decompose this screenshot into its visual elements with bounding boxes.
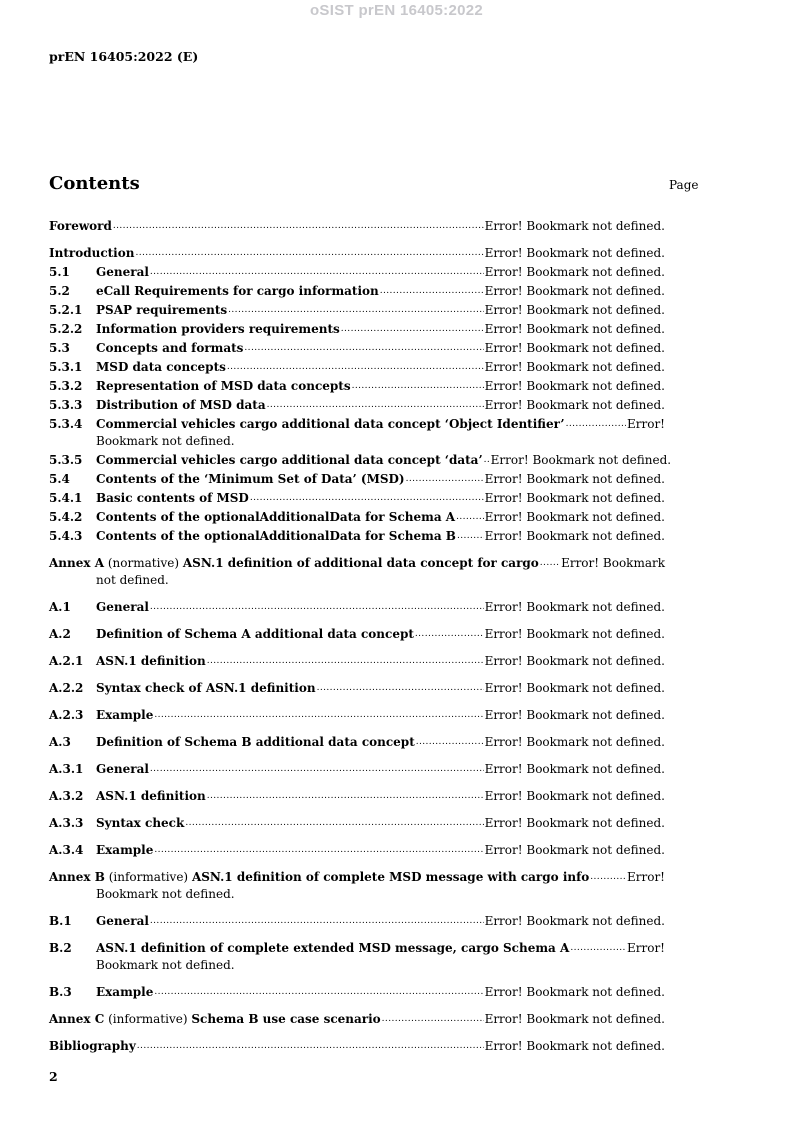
toc-entry-title [49,1038,136,1055]
toc-entry[interactable] [49,840,665,859]
dot-leader [150,597,484,616]
toc-entry[interactable] [49,376,665,395]
dot-leader [416,732,484,751]
toc-entry[interactable] [49,338,665,357]
dot-leader [267,395,484,414]
toc-entry-title-text: MSD data concepts [96,360,226,374]
toc-entry-number: A.3 [49,735,71,749]
toc-entry-line [49,507,665,526]
toc-entry-page-ref: Error! Bookmark not defined. [484,789,665,803]
toc-entry-line [49,651,665,670]
page-number: 2 [49,1069,58,1084]
toc-entry-line [49,911,665,930]
toc-entry-title [96,707,153,724]
toc-entry-title [96,626,414,643]
toc-entry[interactable] [49,357,665,376]
toc-entry-page-ref: Error! Bookmark not defined. [484,1012,665,1026]
toc-entry-page-ref: Error! Bookmark not defined. [484,303,665,317]
toc-entry-page-ref-continued: not defined. [96,573,169,587]
toc-entry[interactable] [49,488,665,507]
toc-entry-title [96,302,227,319]
toc-entry-line [49,281,665,300]
toc-entry-page-ref: Error! Bookmark not defined. [484,914,665,928]
dot-leader [244,338,483,357]
toc-entry-title [49,218,112,235]
toc-entry-title [49,555,539,572]
dot-leader [380,281,484,300]
annex-type: (informative) [108,1012,188,1026]
toc-entry-number: A.1 [49,600,71,614]
dot-leader [456,507,483,526]
toc-entry[interactable] [49,395,665,414]
toc-entry-page-ref: Error! Bookmark not defined. [484,491,665,505]
toc-entry-number: B.2 [49,941,72,955]
toc-entry-title-text: ASN.1 definition [96,654,206,668]
toc-entry-title-text: Information providers requirements [96,322,340,336]
toc-entry-title [49,245,134,262]
toc-entry-number: 5.2.1 [49,303,83,317]
toc-entry-title-text: Contents of the optionalAdditionalData for Schema A [96,510,456,524]
toc-entry-page-ref: Error! Bookmark not defined. [484,322,665,336]
toc-entry[interactable] [49,319,665,338]
toc-entry-number: A.3.1 [49,762,84,776]
toc-entry-page-ref: Error! Bookmark not defined. [484,510,665,524]
toc-entry-page-ref-continued: Bookmark not defined. [96,958,235,972]
toc-entry-number: A.2.3 [49,708,84,722]
dot-leader [135,243,483,262]
toc-entry-number: A.3.2 [49,789,84,803]
toc-entry-page-ref: Error! Bookmark not defined. [484,985,665,999]
toc-entry-line [49,1009,665,1028]
toc-entry-title-text: General [96,600,149,614]
toc-entry[interactable] [49,678,665,697]
toc-entry-page-ref: Error! Bookmark [561,556,665,570]
toc-entry-line [49,786,665,805]
toc-entry[interactable] [49,526,665,545]
toc-entry-title [96,397,266,414]
toc-entry-line [49,338,665,357]
toc-entry-page-ref: Error! Bookmark not defined. [484,529,665,543]
toc-entry-page-ref: Error! [626,417,665,431]
dot-leader [227,357,484,376]
toc-entry-number: 5.1 [49,265,70,279]
toc-entry-title-text: Contents of the optionalAdditionalData for Schema B [96,529,456,543]
toc-entry-title-text: Definition of Schema A additional data concept [96,627,414,641]
toc-entry-line [49,938,665,957]
toc-entry-title-text: ASN.1 definition [96,789,206,803]
dot-leader [207,786,484,805]
toc-entry-page-ref: Error! Bookmark not defined. [484,472,665,486]
toc-entry-title-text: Example [96,708,154,722]
toc-entry-number: 5.3.3 [49,398,83,412]
toc-entry-line [49,376,665,395]
toc-entry-line [49,243,665,262]
contents-heading: Contents [49,173,140,194]
toc-entry-number: 5.3.2 [49,379,83,393]
toc-entry-title-text: PSAP requirements [96,303,228,317]
toc-entry-title [96,761,149,778]
dot-leader [415,624,484,643]
toc-entry[interactable] [49,982,665,1001]
toc-entry-title-text: Example [96,985,154,999]
toc-entry-title [96,984,153,1001]
toc-entry[interactable] [49,786,665,805]
dot-leader [570,938,626,957]
toc-entry-page-ref-continued: Bookmark not defined. [96,887,235,901]
toc-entry-line [49,813,665,832]
toc-entry-title-text: Bibliography [49,1039,136,1053]
toc-entry-title [96,359,226,376]
toc-entry-page-ref: Error! Bookmark not defined. [484,627,665,641]
toc-entry-page-ref: Error! Bookmark not defined. [484,265,665,279]
toc-entry-title [96,509,455,526]
dot-leader [150,911,484,930]
toc-entry[interactable] [49,911,665,930]
annex-type: (normative) [107,556,180,570]
toc-entry-title [96,321,340,338]
toc-entry-line [49,262,665,281]
toc-entry[interactable] [49,651,665,670]
toc-entry-page-ref-continued: Bookmark not defined. [96,434,235,448]
toc-entry-number: B.3 [49,985,72,999]
toc-entry[interactable] [49,705,665,724]
toc-entry-line [49,732,665,751]
annex-title: ASN.1 definition of complete MSD message with cargo info [191,870,590,884]
toc-entry-title [96,788,206,805]
toc-entry-page-ref: Error! Bookmark not defined. [484,246,665,260]
toc-entry[interactable] [49,553,665,589]
toc-entry-title [96,653,206,670]
toc-entry-line [49,450,672,469]
dot-leader [406,469,484,488]
toc-entry-line [49,1036,665,1055]
toc-entry-line [49,469,665,488]
toc-entry-title-text: Introduction [49,246,135,260]
toc-entry-page-ref: Error! Bookmark not defined. [484,379,665,393]
table-of-contents [49,216,672,1055]
toc-entry-title [96,599,149,616]
toc-entry[interactable] [49,759,665,778]
toc-entry-title [96,416,565,433]
toc-entry[interactable] [49,262,665,281]
toc-entry-line [49,357,665,376]
toc-entry-line [49,624,665,643]
toc-entry[interactable] [49,450,672,469]
toc-entry-title-text: Basic contents of MSD [96,491,249,505]
annex-title: ASN.1 definition of additional data concept for cargo [182,556,539,570]
toc-entry-line [49,840,665,859]
toc-entry[interactable] [49,216,665,235]
toc-entry-page-ref: Error! Bookmark not defined. [484,681,665,695]
toc-entry-title [96,528,456,545]
toc-entry-number: 5.4.3 [49,529,83,543]
toc-entry-number: 5.4 [49,472,70,486]
dot-leader [352,376,484,395]
toc-entry-line [49,216,665,235]
toc-entry-title [96,378,351,395]
toc-entry-title-text: Commercial vehicles cargo additional data concept ‘data’ [96,453,483,467]
dot-leader [185,813,483,832]
dot-leader [317,678,484,697]
toc-entry-page-ref: Error! Bookmark not defined. [484,284,665,298]
toc-entry-number: 5.2.2 [49,322,83,336]
toc-entry-title-text: Representation of MSD data concepts [96,379,351,393]
toc-entry-title-text: Commercial vehicles cargo additional data concept ‘Object Identifier’ [96,417,565,431]
toc-entry-number: A.2 [49,627,71,641]
toc-entry[interactable] [49,469,665,488]
toc-entry-title [96,842,153,859]
dot-leader [590,867,626,886]
toc-entry-title [96,340,243,357]
toc-entry-page-ref: Error! Bookmark not defined. [484,600,665,614]
toc-entry-title-text: General [96,265,149,279]
toc-entry-title-text: Syntax check [96,816,185,830]
toc-entry-page-ref: Error! Bookmark not defined. [484,219,665,233]
toc-entry-title-text: Foreword [49,219,112,233]
watermark: oSIST prEN 16405:2022 [309,2,484,19]
toc-entry-title-text: Example [96,843,154,857]
toc-entry-title [96,680,316,697]
toc-entry[interactable] [49,597,665,616]
toc-entry-page-ref: Error! [626,941,665,955]
annex-label: Annex A [49,556,105,570]
toc-entry-page-ref: Error! Bookmark not defined. [484,735,665,749]
toc-entry-title [49,869,589,886]
toc-entry-title [49,1011,381,1028]
toc-entry-number: 5.3.5 [49,453,83,467]
toc-entry-title [96,913,149,930]
toc-entry-number: A.2.1 [49,654,84,668]
toc-entry[interactable] [49,867,665,903]
dot-leader [154,982,483,1001]
toc-entry-title [96,264,149,281]
toc-entry-line [49,759,665,778]
toc-entry-page-ref: Error! Bookmark not defined. [484,762,665,776]
toc-entry-page-ref: Error! Bookmark not defined. [484,654,665,668]
toc-entry-title-text: Contents of the ‘Minimum Set of Data’ (MSD) [96,472,405,486]
toc-entry-title [96,452,483,469]
toc-entry-title [96,815,184,832]
toc-entry-title-text: Distribution of MSD data [96,398,266,412]
toc-entry-title [96,283,379,300]
toc-entry-page-ref: Error! Bookmark not defined. [484,708,665,722]
toc-entry-line [49,488,665,507]
dot-leader [113,216,484,235]
toc-entry[interactable] [49,938,665,974]
toc-entry-title-text: General [96,762,149,776]
toc-entry-line [49,395,665,414]
dot-leader [154,705,483,724]
toc-entry-number: 5.3.1 [49,360,83,374]
dot-leader [484,450,490,469]
toc-entry-line [49,678,665,697]
toc-entry-title-text: General [96,914,149,928]
toc-entry[interactable] [49,243,665,262]
toc-entry-title [96,940,569,957]
toc-entry-page-ref: Error! Bookmark not defined. [484,816,665,830]
toc-entry[interactable] [49,281,665,300]
toc-entry-line [49,982,665,1001]
toc-entry-line [49,414,665,433]
page-column-label: Page [669,178,699,192]
annex-title: Schema B use case scenario [191,1012,381,1026]
toc-entry-line [49,867,665,886]
toc-entry-title [96,490,249,507]
toc-entry[interactable] [49,414,665,450]
toc-entry-number: 5.2 [49,284,70,298]
toc-entry[interactable] [49,300,665,319]
toc-entry-line [49,300,665,319]
toc-entry-number: A.2.2 [49,681,84,695]
toc-entry[interactable] [49,813,665,832]
toc-entry-page-ref: Error! Bookmark not defined. [484,360,665,374]
dot-leader [137,1036,484,1055]
toc-entry-number: B.1 [49,914,72,928]
annex-type: (informative) [108,870,189,884]
toc-entry-page-ref: Error! Bookmark not defined. [484,341,665,355]
dot-leader [207,651,484,670]
dot-leader [154,840,483,859]
toc-entry-page-ref: Error! [626,870,665,884]
toc-entry-page-ref: Error! Bookmark not defined. [490,453,672,467]
toc-entry-number: 5.3.4 [49,417,83,431]
toc-entry-title-text: eCall Requirements for cargo information [96,284,379,298]
dot-leader [228,300,483,319]
toc-entry-title-text: Concepts and formats [96,341,244,355]
toc-entry[interactable] [49,624,665,643]
dot-leader [150,759,484,778]
toc-entry[interactable] [49,1036,665,1055]
toc-entry-title-text: Syntax check of ASN.1 definition [96,681,316,695]
annex-label: Annex C [49,1012,105,1026]
toc-entry[interactable] [49,732,665,751]
toc-entry-number: A.3.4 [49,843,84,857]
toc-entry-line [49,597,665,616]
dot-leader [382,1009,484,1028]
toc-entry[interactable] [49,1009,665,1028]
toc-entry-page-ref: Error! Bookmark not defined. [484,1039,665,1053]
toc-entry-number: A.3.3 [49,816,84,830]
dot-leader [341,319,484,338]
toc-entry-title-text: Definition of Schema B additional data concept [96,735,415,749]
toc-entry-line [49,705,665,724]
dot-leader [150,262,484,281]
document-id: prEN 16405:2022 (E) [49,49,199,64]
dot-leader [250,488,484,507]
toc-entry-title [96,471,405,488]
annex-label: Annex B [49,870,105,884]
toc-entry-page-ref: Error! Bookmark not defined. [484,843,665,857]
toc-entry-page-ref: Error! Bookmark not defined. [484,398,665,412]
toc-entry-line [49,319,665,338]
toc-entry-number: 5.4.1 [49,491,83,505]
dot-leader [540,553,560,572]
toc-entry[interactable] [49,507,665,526]
dot-leader [566,414,626,433]
toc-entry-title [96,734,415,751]
toc-entry-number: 5.4.2 [49,510,83,524]
toc-entry-title-text: ASN.1 definition of complete extended MSD message, cargo Schema A [96,941,570,955]
toc-entry-line [49,526,665,545]
toc-entry-number: 5.3 [49,341,70,355]
dot-leader [457,526,484,545]
toc-entry-line [49,553,665,572]
